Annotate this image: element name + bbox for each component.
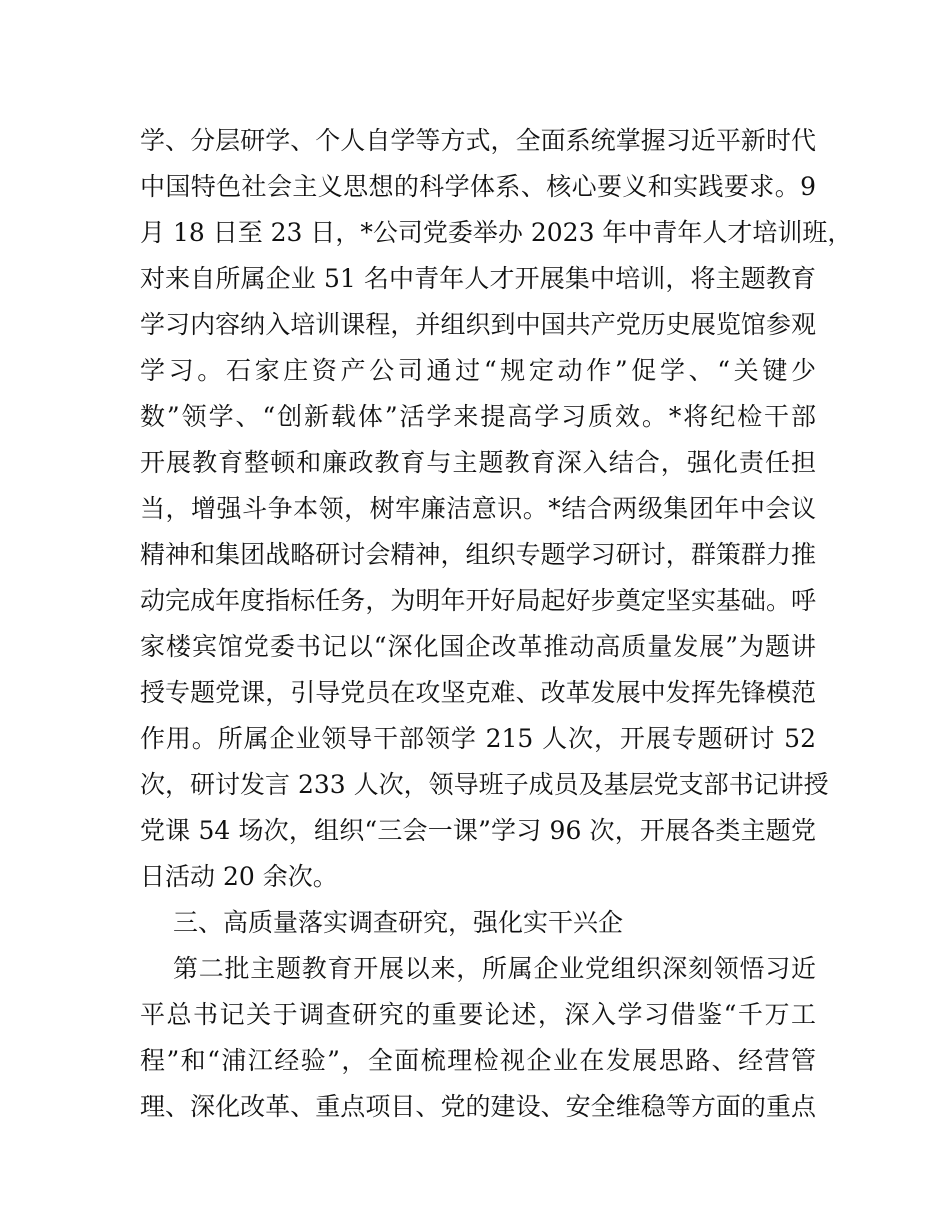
text-line: 精神和集团战略研讨会精神，组织专题学习研讨，群策群力推 xyxy=(140,540,816,569)
text-line: 家楼宾馆党委书记以“深化国企改革推动高质量发展”为题讲 xyxy=(140,632,816,661)
text-line: 开展教育整顿和廉政教育与主题教育深入结合，强化责任担 xyxy=(140,448,816,477)
text-line: 授专题党课，引导党员在攻坚克难、改革发展中发挥先锋模范 xyxy=(140,678,816,707)
text-line: 程”和“浦江经验”，全面梳理检视企业在发展思路、经营管 xyxy=(140,1046,816,1075)
text-line: 日活动 20 余次。 xyxy=(140,862,338,891)
text-line: 中国特色社会主义思想的科学体系、核心要义和实践要求。9 xyxy=(140,172,816,201)
text-line: 对来自所属企业 51 名中青年人才开展集中培训，将主题教育 xyxy=(140,264,816,293)
text-line: 月 18 日至 23 日，*公司党委举办 2023 年中青年人才培训班， xyxy=(140,218,853,247)
text-line: 学、分层研学、个人自学等方式，全面系统掌握习近平新时代 xyxy=(140,126,816,155)
text-line: 当，增强斗争本领，树牢廉洁意识。*结合两级集团年中会议 xyxy=(140,494,816,523)
section-heading xyxy=(140,900,816,946)
text-line: 第二批主题教育开展以来，所属企业党组织深刻领悟习近 xyxy=(173,954,816,983)
text-line: 次，研讨发言 233 人次，领导班子成员及基层党支部书记讲授 xyxy=(140,770,829,799)
text-line: 党课 54 场次，组织“三会一课”学习 96 次，开展各类主题党 xyxy=(140,816,816,845)
paragraph-1 xyxy=(140,118,853,900)
text-line: 数”领学、“创新载体”活学来提高学习质效。*将纪检干部 xyxy=(140,402,816,431)
text-line: 理、深化改革、重点项目、党的建设、安全维稳等方面的重点 xyxy=(140,1092,816,1121)
text-line: 平总书记关于调查研究的重要论述，深入学习借鉴“千万工 xyxy=(140,1000,816,1029)
text-line: 学习内容纳入培训课程，并组织到中国共产党历史展览馆参观 xyxy=(140,310,816,339)
text-line: 动完成年度指标任务，为明年开好局起好步奠定坚实基础。呼 xyxy=(140,586,816,615)
section-heading-text: 三、高质量落实调查研究，强化实干兴企 xyxy=(173,908,624,937)
text-line: 学习。石家庄资产公司通过“规定动作”促学、“关键少 xyxy=(140,356,816,385)
text-line: 作用。所属企业领导干部领学 215 人次，开展专题研讨 52 xyxy=(140,724,816,753)
paragraph-2 xyxy=(140,946,816,1130)
document-body xyxy=(140,118,853,1130)
